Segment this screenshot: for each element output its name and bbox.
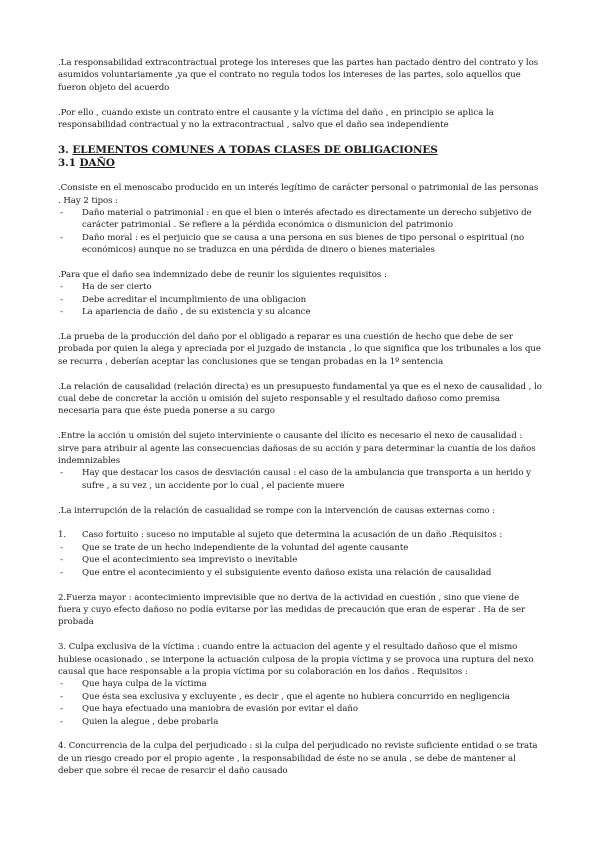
section-heading-number: 3. [58, 143, 73, 156]
list-item: - Que haya efectuado una maniobra de evasión por evitar el daño [58, 703, 542, 715]
item-number: 1. [58, 530, 67, 541]
subsection-heading-text: DAÑO [79, 156, 115, 169]
list-causal-deviation [58, 467, 542, 492]
list-item: - Debe acreditar el incumplimiento de una obligacion [58, 294, 542, 306]
numbered-item-fortuitous-case [58, 529, 542, 541]
paragraph-contract-priority: .Por ello , cuando existe un contrato entre el causante y la víctima del daño , en principio se aplica la responsabilidad contractual y no la extracontractual , salvo que el daño sea independiente [58, 107, 494, 131]
paragraph-concurrent-fault: 4. Concurrencia de la culpa del perjudicado : si la culpa del perjudicado no reviste suficiente entidad o se trata de un riesgo creado por el propio agente , la responsabilidad de éste no se anula , se debe de mantener al deber que sobre él recae de resarcir el daño causado [58, 741, 538, 777]
list-item: - Daño material o patrimonial : en que el bien o interés afectado es directamente un derecho subjetivo de carácter patrimonial . Se refiere a la pérdida económica o dismunicion del patrimonio [58, 207, 542, 232]
paragraph-causal-nexus: .Entre la acción u omisión del sujeto interviniente o causante del ilícito es necesario el nexo de causalidad : sirve para atribuir al agente las consecuencias dañosas de su acción y para determinar la cuantía de los daños indemnizables [58, 431, 536, 467]
list-fortuitous-requirements [58, 542, 542, 579]
document-page [58, 57, 542, 778]
list-item: - Que haya culpa de la víctima [58, 678, 542, 690]
list-item: - Daño moral : es el perjuicio que se causa a una persona en sus bienes de tipo personal o espiritual (no económicos) aunque no se traduzca en una pérdida de dinero o bienes materiales [58, 232, 542, 257]
item-text: Caso fortuito : suceso no imputable al sujeto que determina la acusación de un daño .Requisitos : [82, 530, 503, 541]
paragraph-force-majeure: 2.Fuerza mayor : acontecimiento imprevisible que no deriva de la actividad en cuestión , sino que viene de fuera y cuyo efecto dañoso no podía evitarse por las medidas de precaución que eran de esperar . Ha de ser probada [58, 592, 526, 628]
paragraph-damage-requirements: .Para que el daño sea indemnizado debe de reunir los siguientes requisitos : [58, 270, 387, 281]
paragraph-causality-interruption: .La interrupción de la relación de casualidad se rompe con la intervención de causas externas como : [58, 505, 496, 516]
paragraph-causality: .La relación de causalidad (relación directa) es un presupuesto fundamental ya que es el nexo de causalidad , lo cual debe de concretar la acción u omisión del sujeto responsable y el resultado dañoso como premisa necesaria para que éste pueda ponerse a su cargo [58, 381, 542, 417]
list-item: - La apariencia de daño , de su existencia y su alcance [58, 306, 542, 318]
list-item: - Que se trate de un hecho independiente de la voluntad del agente causante [58, 542, 542, 554]
list-item: - Que ésta sea exclusiva y excluyente , es decir , que el agente no hubiera concurrido en negligencia [58, 691, 542, 703]
list-item: - Que entre el acontecimiento y el subsiguiente evento dañoso exista una relación de causalidad [58, 567, 542, 579]
subsection-heading-number: 3.1 [58, 156, 80, 169]
section-heading-elements [58, 144, 542, 157]
list-damage-requirements [58, 281, 542, 318]
section-heading-text: ELEMENTOS COMUNES A TODAS CLASES DE OBLIGACIONES [72, 143, 438, 156]
paragraph-contract-interests: .La responsabilidad extracontractual protege los intereses que las partes han pactado dentro del contrato y los asumidos voluntariamente ,ya que el contrato no regula todos los intereses de las partes, solo aquellos que fueron objeto del acuerdo [58, 58, 539, 93]
list-item: - Ha de ser cierto [58, 281, 542, 293]
paragraph-victim-fault: 3. Culpa exclusiva de la víctima : cuando entre la actuacion del agente y el resultado dañoso que el mismo hubiese ocasionado , se interpone la actuación culposa de la propia víctima y se provoca una ruptura del nexo causal que hace responsable a la propia víctima por su colaboración en los daños . Requisitos : [58, 642, 534, 677]
subsection-heading-damage [58, 157, 542, 170]
paragraph-damage-proof: .La prueba de la producción del daño por el obligado a reparar es una cuestión de hecho que debe de ser probada por quien la alega y apreciada por el juzgado de instancia , lo que significa que los tribunales a los que se recurra , deberían aceptar las conclusiones que se tengan probadas en la 1º sentencia [58, 332, 541, 367]
paragraph-damage-definition: .Consiste en el menoscabo producido en un interés legítimo de carácter personal o patrimonial de las personas . Hay 2 tipos : [58, 183, 539, 206]
list-item: - Hay que destacar los casos de desviación causal : el caso de la ambulancia que transporta a un herido y sufre , a su vez , un accidente por lo cual , el paciente muere [58, 467, 542, 492]
list-item: - Que el acontecimiento sea imprevisto o inevitable [58, 554, 542, 566]
list-item: - Quien la alegue , debe probarla [58, 716, 542, 728]
list-victim-fault-requirements [58, 678, 542, 728]
list-damage-types [58, 207, 542, 257]
